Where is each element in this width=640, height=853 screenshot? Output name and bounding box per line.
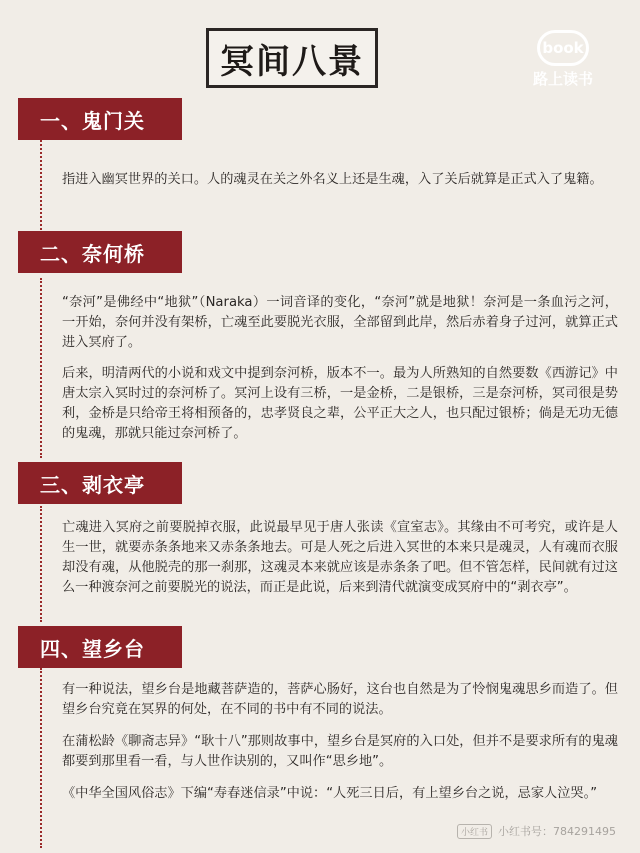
- dotted-divider: [40, 278, 42, 458]
- book-logo-icon: book: [537, 30, 589, 66]
- watermark-text: 小红书号：784291495: [498, 825, 616, 838]
- section-paragraph: 《中华全国风俗志》下编“寿春迷信录”中说：“人死三日后，有上望乡台之说，忌家人泣哭。”: [62, 786, 598, 801]
- page-title: 冥间八景: [220, 41, 364, 82]
- dotted-divider: [40, 140, 42, 230]
- section-heading: 四、望乡台: [40, 636, 145, 661]
- section-paragraph: “奈河”是佛经中“地狱”（Naraka）一词音译的变化，“奈河”就是地狱！奈河是一条血污之河，一开始，奈何并没有架桥，亡魂至此要脱光衣服，全部留到此岸，然后赤着身子过河，就算正式进入冥府了。: [62, 295, 618, 350]
- section-heading: 一、鬼门关: [40, 108, 145, 133]
- section-header-1: [18, 98, 182, 140]
- section-paragraph: 指进入幽冥世界的关口。人的魂灵在关之外名义上还是生魂，入了关后就算是正式入了鬼籍。: [62, 172, 603, 187]
- brand-logo: [520, 30, 606, 102]
- section-header-3: [18, 462, 182, 504]
- section-header-4: [18, 626, 182, 668]
- watermark: [457, 823, 616, 839]
- section-paragraph: 在蒲松龄《聊斋志异》“耿十八”那则故事中，望乡台是冥府的入口处，但并不是要求所有的鬼魂都要到那里看一看，与人世作诀别的，又叫作“思乡地”。: [62, 734, 618, 769]
- dotted-divider: [40, 506, 42, 622]
- section-paragraph: 亡魂进入冥府之前要脱掉衣服，此说最早见于唐人张读《宣室志》。其缘由不可考究，或许是人生一世，就要赤条条地来又赤条条地去。可是人死之后进入冥世的本来只是魂灵，人有魂而衣服却没有魂，从他脱壳的那一刹那，这魂灵本来就应该是赤条条了吧。但不管怎样，民间就有过这么一种渡奈河之前要脱光的说法，而正是此说，后来到清代就演变成冥府中的“剥衣亭”。: [62, 520, 618, 595]
- section-paragraph: 有一种说法，望乡台是地藏菩萨造的，菩萨心肠好，这台也自然是为了怜悯鬼魂思乡而造了。但望乡台究竟在冥界的何处，在不同的书中有不同的说法。: [62, 682, 618, 717]
- watermark-badge: 小红书: [457, 824, 492, 839]
- section-header-2: [18, 231, 182, 273]
- section-heading: 二、奈何桥: [40, 241, 145, 266]
- dotted-divider: [40, 668, 42, 848]
- section-paragraph: 后来，明清两代的小说和戏文中提到奈河桥，版本不一。最为人所熟知的自然要数《西游记》中唐太宗入冥时过的奈河桥了。冥河上设有三桥，一是金桥，二是银桥，三是奈河桥，冥司很是势利，金桥是只给帝王将相预备的，忠孝贤良之辈，公平正大之人，也只配过银桥；倘是无功无德的鬼魂，那就只能过奈河桥了。: [62, 366, 618, 441]
- page-title-box: [206, 28, 378, 88]
- section-heading: 三、剥衣亭: [40, 472, 145, 497]
- brand-logo-text: 路上读书: [532, 70, 593, 88]
